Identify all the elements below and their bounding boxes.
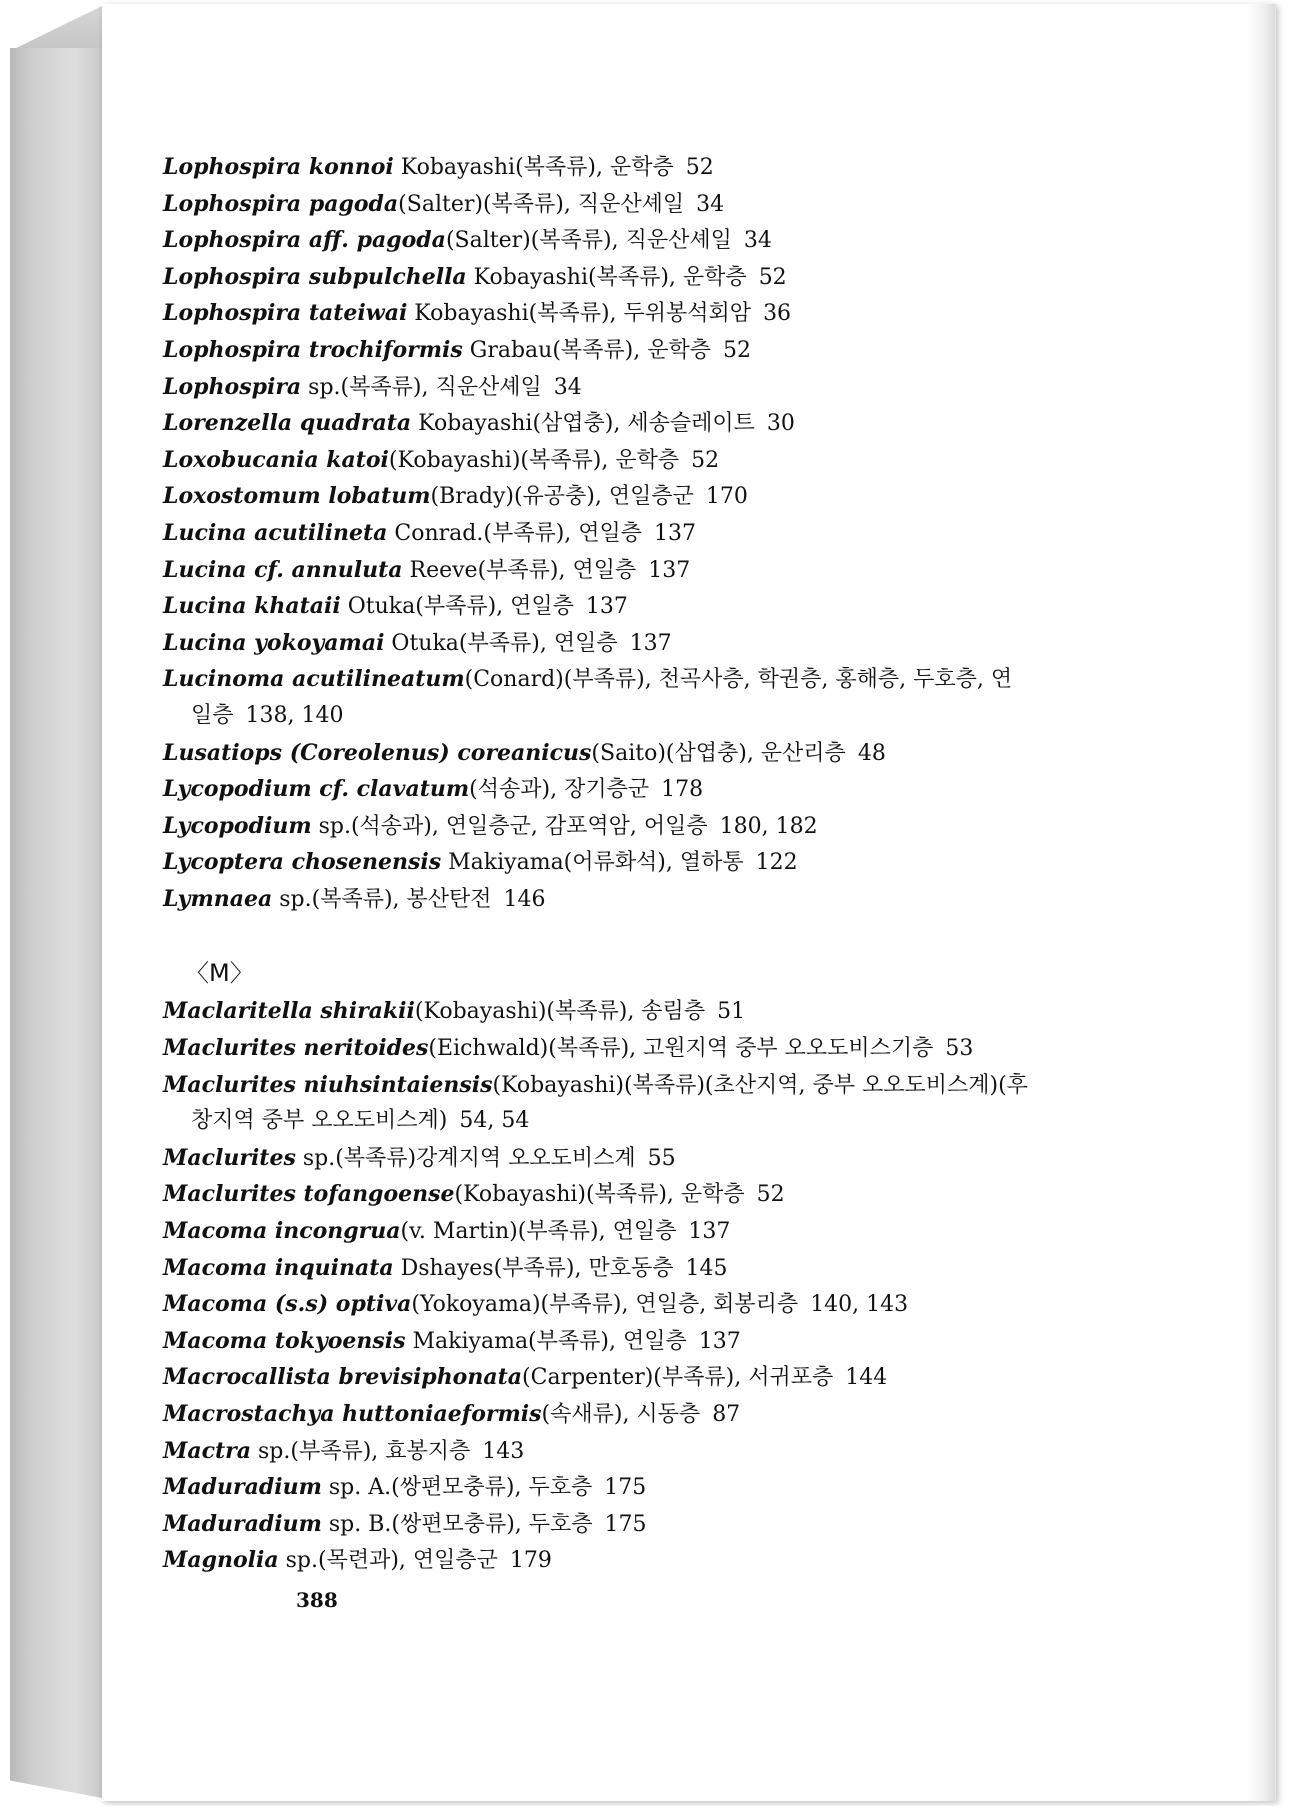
index-entry [163, 625, 1163, 662]
page-reference: 144 [845, 1365, 888, 1391]
section-heading-m: 〈M〉 [185, 959, 254, 988]
index-entry [163, 1176, 1163, 1213]
taxon-name: Macoma incongrua [163, 1218, 401, 1245]
entry-description: (Salter)(복족류), 직운산셰일 [398, 191, 685, 217]
page-reference: 52 [722, 337, 751, 363]
entry-description: (Eichwald)(복족류), 고원지역 중부 오오도비스기층 [428, 1036, 934, 1062]
index-entry [163, 808, 1163, 845]
entry-description: (Conard)(부족류), 천곡사층, 학권층, 홍해층, 두호층, 연 [464, 667, 1013, 693]
taxon-name: Maclurites niuhsintaiensis [163, 1071, 493, 1098]
index-entry [163, 588, 1163, 625]
index-entry [163, 1433, 1163, 1470]
index-entry [163, 844, 1163, 881]
taxon-name: Maclurites [163, 1144, 296, 1171]
taxon-name: Maclaritella shirakii [163, 998, 415, 1025]
taxon-name: Maduradium [163, 1474, 322, 1501]
entry-description: Kobayashi(삼엽충), 세송슬레이트 [411, 411, 755, 437]
entry-description: (Kobayashi)(복족류), 송림층 [414, 999, 706, 1025]
index-entry [163, 442, 1163, 479]
entry-description: Conrad.(부족류), 연일층 [387, 520, 643, 546]
page-reference: 137 [585, 594, 628, 620]
taxon-name: Lophospira [163, 373, 302, 400]
page-reference: 137 [698, 1328, 741, 1354]
index-entry [163, 222, 1163, 259]
entry-description: Reeve(부족류), 연일층 [402, 557, 637, 583]
index-entry [163, 1542, 1163, 1579]
entry-description: sp. B.(쌍편모충류), 두호층 [321, 1511, 593, 1537]
entry-description: (Yokoyama)(부족류), 연일층, 회봉리층 [411, 1292, 799, 1318]
page-reference: 137 [648, 557, 691, 583]
taxon-name: Lophospira trochiformis [163, 336, 463, 363]
page-reference: 140, 143 [810, 1292, 909, 1318]
taxon-name: Magnolia [163, 1547, 279, 1574]
page-reference: 36 [763, 301, 792, 327]
taxon-name: Macoma tokyoensis [163, 1327, 406, 1354]
index-entry-continuation [163, 1103, 1163, 1140]
index-entry [163, 771, 1163, 808]
taxon-name: Lycoptera chosenensis [163, 849, 442, 876]
page-reference: 51 [717, 999, 746, 1025]
taxon-name: Maclurites tofangoense [163, 1181, 455, 1208]
page-reference: 137 [629, 630, 672, 656]
index-entry [163, 881, 1163, 918]
entry-description: (Kobayashi)(복족류)(초산지역, 중부 오오도비스계)(후 [492, 1072, 1028, 1098]
page-reference: 145 [685, 1255, 728, 1281]
book-spine-top [10, 5, 104, 51]
page-number: 388 [296, 1588, 338, 1612]
entry-description: Kobayashi(복족류), 운학층 [393, 155, 674, 180]
book-spine [10, 48, 102, 1798]
index-entry [163, 552, 1163, 589]
index-entry [163, 1067, 1163, 1104]
taxon-name: Lucinoma acutilineatum [163, 666, 465, 693]
index-entry [163, 1250, 1163, 1287]
entry-description: Dshayes(부족류), 만호동층 [393, 1255, 674, 1281]
index-entry [163, 1396, 1163, 1433]
taxon-name: Lucina yokoyamai [163, 629, 385, 656]
page-edge-shadow [1247, 4, 1275, 1801]
index-entry [163, 1469, 1163, 1506]
page-reference: 53 [945, 1036, 974, 1062]
page-reference: 34 [553, 374, 582, 400]
taxon-name: Lophospira subpulchella [163, 263, 467, 290]
page-reference: 137 [688, 1219, 731, 1245]
entry-description: (Kobayashi)(복족류), 운학층 [454, 1182, 745, 1208]
entry-description: (석송과), 장기층군 [469, 777, 650, 803]
index-entry [163, 1030, 1163, 1067]
entry-description: sp.(복족류)강계지역 오오도비스계 [295, 1145, 636, 1171]
page-reference: 138, 140 [245, 702, 344, 728]
page-reference: 52 [756, 1182, 785, 1208]
page-reference: 34 [743, 228, 772, 254]
entry-description: (Saito)(삼엽충), 운산리층 [591, 740, 846, 766]
entry-description: Makiyama(어류화석), 열하통 [441, 850, 744, 876]
taxon-name: Lophospira konnoi [163, 154, 394, 180]
page-reference: 137 [654, 520, 697, 546]
entry-description: Kobayashi(복족류), 두위봉석회암 [407, 301, 752, 327]
taxon-name: Lusatiops (Coreolenus) coreanicus [163, 739, 592, 766]
page-reference: 48 [857, 740, 886, 766]
taxon-name: Maclurites neritoides [163, 1035, 429, 1062]
taxon-name: Loxostomum lobatum [163, 483, 431, 510]
index-entry-continuation [163, 698, 1163, 735]
index-entry [163, 1286, 1163, 1323]
index-entry [163, 515, 1163, 552]
index-entry [163, 1359, 1163, 1396]
entry-description: sp.(목련과), 연일층군 [278, 1548, 498, 1574]
index-entry [163, 259, 1163, 296]
taxon-name: Lophospira aff. pagoda [163, 227, 446, 254]
entry-description: (Kobayashi)(복족류), 운학층 [388, 447, 680, 473]
page-reference: 52 [685, 155, 714, 180]
entry-description: sp.(복족류), 직운산셰일 [301, 374, 542, 400]
index-entry [163, 405, 1163, 442]
page-reference: 180, 182 [719, 813, 818, 839]
taxon-name: Lophospira tateiwai [163, 300, 408, 327]
index-entry [163, 1213, 1163, 1250]
index-entry [163, 661, 1163, 698]
index-entry [163, 993, 1163, 1030]
page-reference: 175 [604, 1511, 647, 1537]
index-entry [163, 1506, 1163, 1543]
taxon-name: Lucina cf. annuluta [163, 556, 403, 583]
taxon-name: Lycopodium [163, 812, 312, 839]
page-reference: 179 [509, 1548, 552, 1574]
page-reference: 178 [661, 777, 704, 803]
taxon-name: Maduradium [163, 1510, 322, 1537]
page-reference: 87 [712, 1402, 741, 1427]
entry-description: Otuka(부족류), 연일층 [384, 630, 618, 656]
page-reference: 30 [766, 411, 795, 437]
index-entry [163, 478, 1163, 515]
index-entry-list [163, 149, 1163, 1579]
entry-description: sp.(석송과), 연일층군, 감포역암, 어일층 [311, 813, 708, 839]
page-reference: 55 [647, 1145, 676, 1171]
entry-description: Kobayashi(복족류), 운학층 [466, 264, 747, 290]
page-reference: 34 [696, 191, 725, 217]
index-entry [163, 1323, 1163, 1360]
taxon-name: Lucina acutilineta [163, 519, 388, 546]
page-reference: 170 [705, 484, 748, 510]
index-entry [163, 1140, 1163, 1177]
page-reference: 54, 54 [459, 1108, 530, 1134]
entry-description: (Carpenter)(부족류), 서귀포층 [522, 1365, 834, 1391]
page-reference: 52 [691, 447, 720, 473]
entry-description: 일층 [191, 702, 234, 728]
taxon-name: Lycopodium cf. clavatum [163, 776, 470, 803]
taxon-name: Macoma inquinata [163, 1254, 394, 1281]
taxon-name: Lymnaea [163, 885, 273, 912]
entry-description: (v. Martin)(부족류), 연일층 [400, 1219, 677, 1245]
entry-description: sp.(부족류), 효봉지층 [251, 1438, 471, 1464]
index-entry [163, 369, 1163, 406]
taxon-name: Lophospira pagoda [163, 190, 399, 217]
index-entry [163, 332, 1163, 369]
taxon-name: Loxobucania katoi [163, 446, 389, 473]
page-reference: 122 [755, 850, 798, 876]
taxon-name: Mactra [163, 1437, 252, 1464]
taxon-name: Macoma (s.s) optiva [163, 1291, 412, 1318]
taxon-name: Macrostachya huttoniaeformis [163, 1401, 542, 1427]
entry-description: Grabau(복족류), 운학층 [462, 337, 711, 363]
index-entry [163, 295, 1163, 332]
page-reference: 143 [482, 1438, 525, 1464]
index-entry [163, 186, 1163, 223]
page-reference: 175 [604, 1475, 647, 1501]
section-spacer [163, 917, 1163, 953]
entry-description: (Salter)(복족류), 직운산셰일 [445, 228, 732, 254]
page-reference: 146 [503, 886, 546, 912]
entry-description: Makiyama(부족류), 연일층 [405, 1328, 687, 1354]
index-entry [163, 735, 1163, 772]
entry-description: sp. A.(쌍편모충류), 두호층 [321, 1475, 593, 1501]
entry-description: sp.(복족류), 봉산탄전 [272, 886, 492, 912]
page-reference: 52 [758, 264, 787, 290]
entry-description: (Brady)(유공충), 연일층군 [430, 484, 694, 510]
taxon-name: Macrocallista brevisiphonata [163, 1364, 523, 1391]
index-entry [163, 149, 1163, 186]
entry-description: (속새류), 시동층 [541, 1402, 701, 1427]
entry-description: Otuka(부족류), 연일층 [340, 594, 574, 620]
taxon-name: Lucina khataii [163, 593, 341, 620]
entry-description: 창지역 중부 오오도비스계) [191, 1108, 448, 1134]
taxon-name: Lorenzella quadrata [163, 410, 412, 437]
